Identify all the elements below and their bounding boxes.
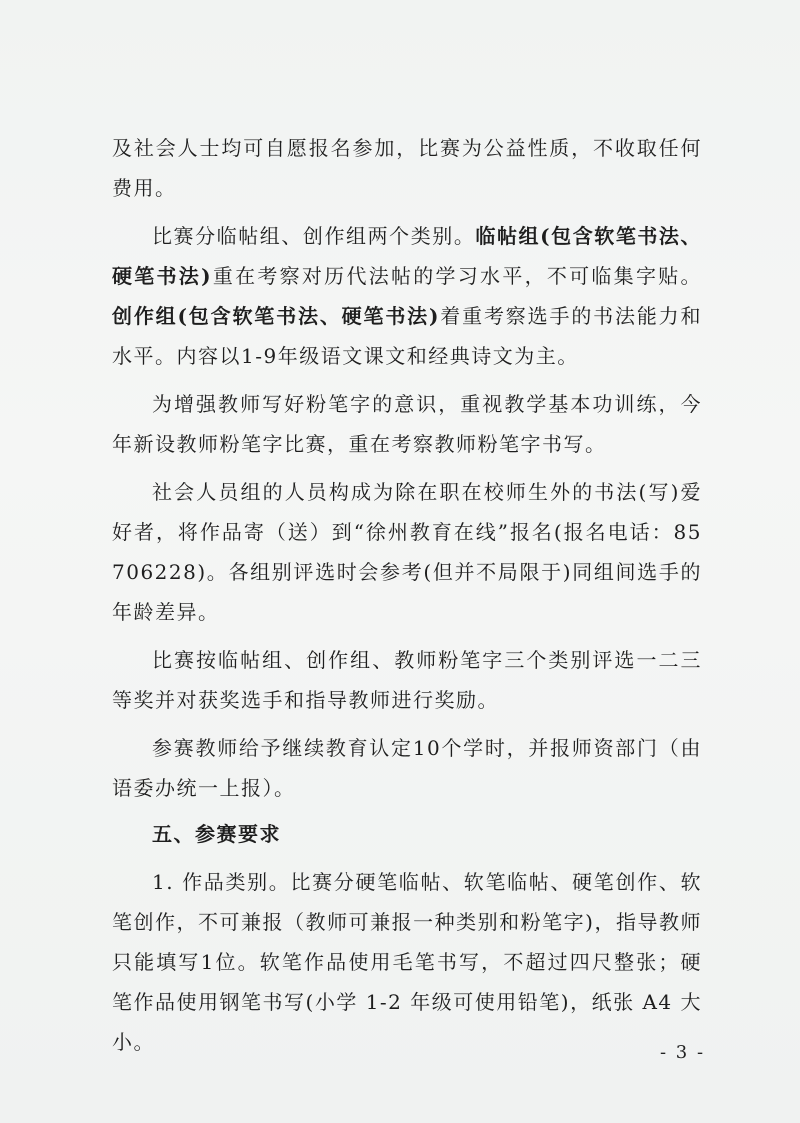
copy-group-description: 重在考察对历代法帖的学习水平，不可临集字贴。 xyxy=(212,264,702,288)
paragraph-participation: 及社会人士均可自愿报名参加，比赛为公益性质，不收取任何费用。 xyxy=(112,136,702,200)
paragraph-work-categories: 1. 作品类别。比赛分硬笔临帖、软笔临帖、硬笔创作、软笔创作，不可兼报（教师可兼报一种类别和粉笔字)，指导教师只能填写1位。软笔作品使用毛笔书写，不超过四尺整张；硬笔作品使用钢笔书写(小学 1-2 年级可使用铅笔)，纸张 A4 大小。 xyxy=(112,870,702,1054)
paragraph-teacher-credit: 参赛教师给予继续教育认定10个学时，并报师资部门（由语委办统一上报）。 xyxy=(112,736,702,800)
page-number: - 3 - xyxy=(660,1042,706,1063)
section-heading-requirements: 五、参赛要求 xyxy=(152,822,281,846)
copy-group-label: 临帖组(包含软笔书法、硬笔书法) xyxy=(112,224,702,288)
paragraph-public-group: 社会人员组的人员构成为除在职在校师生外的书法(写)爱好者，将作品寄（送）到“徐州教育在线”报名(报名电话：85706228)。各组别评选时会参考(但并不局限于)同组间选手的年龄差异。 xyxy=(112,480,702,624)
categories-intro: 比赛分临帖组、创作组两个类别。 xyxy=(152,224,476,248)
document-body xyxy=(112,128,702,1062)
creative-group-label: 创作组(包含软笔书法、硬笔书法) xyxy=(112,304,440,328)
paragraph-awards: 比赛按临帖组、创作组、教师粉笔字三个类别评选一二三等奖并对获奖选手和指导教师进行奖励。 xyxy=(112,648,702,712)
paragraph-teacher-chalk: 为增强教师写好粉笔字的意识，重视教学基本功训练，今年新设教师粉笔字比赛，重在考察教师粉笔字书写。 xyxy=(112,392,702,456)
paragraph-categories xyxy=(112,216,702,376)
creative-group-description: 着重考察选手的书法能力和水平。内容以1-9年级语文课文和经典诗文为主。 xyxy=(112,304,702,368)
